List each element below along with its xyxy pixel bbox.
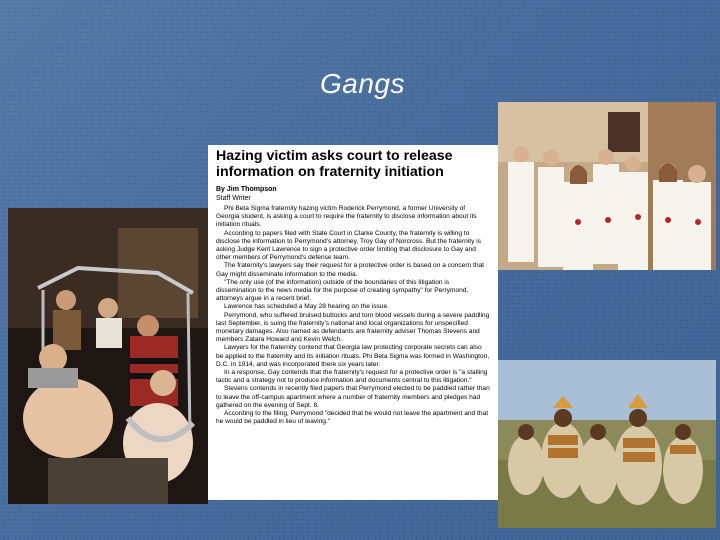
news-article-clipping bbox=[208, 145, 498, 500]
article-body bbox=[216, 205, 490, 426]
article-paragraph: Lawyers for the fraternity contend that Georgia law protecting corporate secrets can also be applied to the fraternity and its initiation rituals. Phi Beta Sigma was formed in Washington, D.C. in 1914, and was incorporated there six years later. bbox=[216, 344, 490, 368]
dancers-photo-image bbox=[498, 360, 716, 528]
ceremony-photo-image bbox=[498, 102, 716, 270]
article-paragraph: "The only use (of the information) outside of the boundaries of this litigation is dissemination to the news media for the purpose of creating sympathy" for Perrymond, attorneys argue in a recent brief. bbox=[216, 278, 469, 303]
party-photo bbox=[8, 208, 208, 504]
article-paragraph: In a response, Gay contends that the fraternity's request for a protective order is "a stalling tactic and a strategy not to produce information and documents central to this litigation." bbox=[216, 369, 488, 385]
dancers-photo bbox=[498, 360, 716, 528]
slide-title: Gangs bbox=[320, 68, 405, 99]
party-photo-image bbox=[8, 208, 208, 504]
article-paragraph: According to the filing, Perrymond "decided that he would not leave the apartment and that he would be paddled in lieu of leaving." bbox=[216, 410, 489, 426]
byline-author: By Jim Thompson bbox=[216, 186, 277, 193]
article-paragraph: According to papers filed with State Court in Clarke County, the fraternity is willing to disclose the information to Perrymond's attorney, Troy Gay of Norcross. But the fraternity is asking Judge Kent Lawrence to sign a protective order limiting that disclosure to Gay and other members of Perrymond's defense team. bbox=[216, 229, 481, 262]
article-paragraph: Lawrence has scheduled a May 28 hearing on the issue. bbox=[224, 303, 389, 311]
article-paragraph: Stevens contends in recently filed papers that Perrymond elected to be paddled rather than to leave the off-campus apartment where a number of fraternity members and pledges had gathered on the evening of Sept. 8. bbox=[216, 385, 490, 409]
article-headline: Hazing victim asks court to release information on fraternity initiation bbox=[216, 148, 453, 180]
ceremony-photo bbox=[498, 102, 716, 270]
article-paragraph: Phi Beta Sigma fraternity hazing victim Roderick Perrymond, a former University of Georgia student, is asking a court to require the fraternity to disclose information about its initiation rituals. bbox=[216, 205, 477, 229]
article-paragraph: The fraternity's lawyers say their request for a protective order is based on a concern that Gay might disseminate information to the media. bbox=[216, 262, 485, 278]
byline-role: Staff Writer bbox=[216, 194, 251, 202]
article-byline bbox=[216, 186, 490, 203]
article-paragraph: Perrymond, who suffered bruised buttocks and torn blood vessels during a severe paddling last September, is suing the fraternity's national and local organizations for unspecified monetary damages. Also named as defendants are fraternity adviser Thomas Stevens and members Zatara Howard and Kevin Welch. bbox=[216, 311, 490, 344]
